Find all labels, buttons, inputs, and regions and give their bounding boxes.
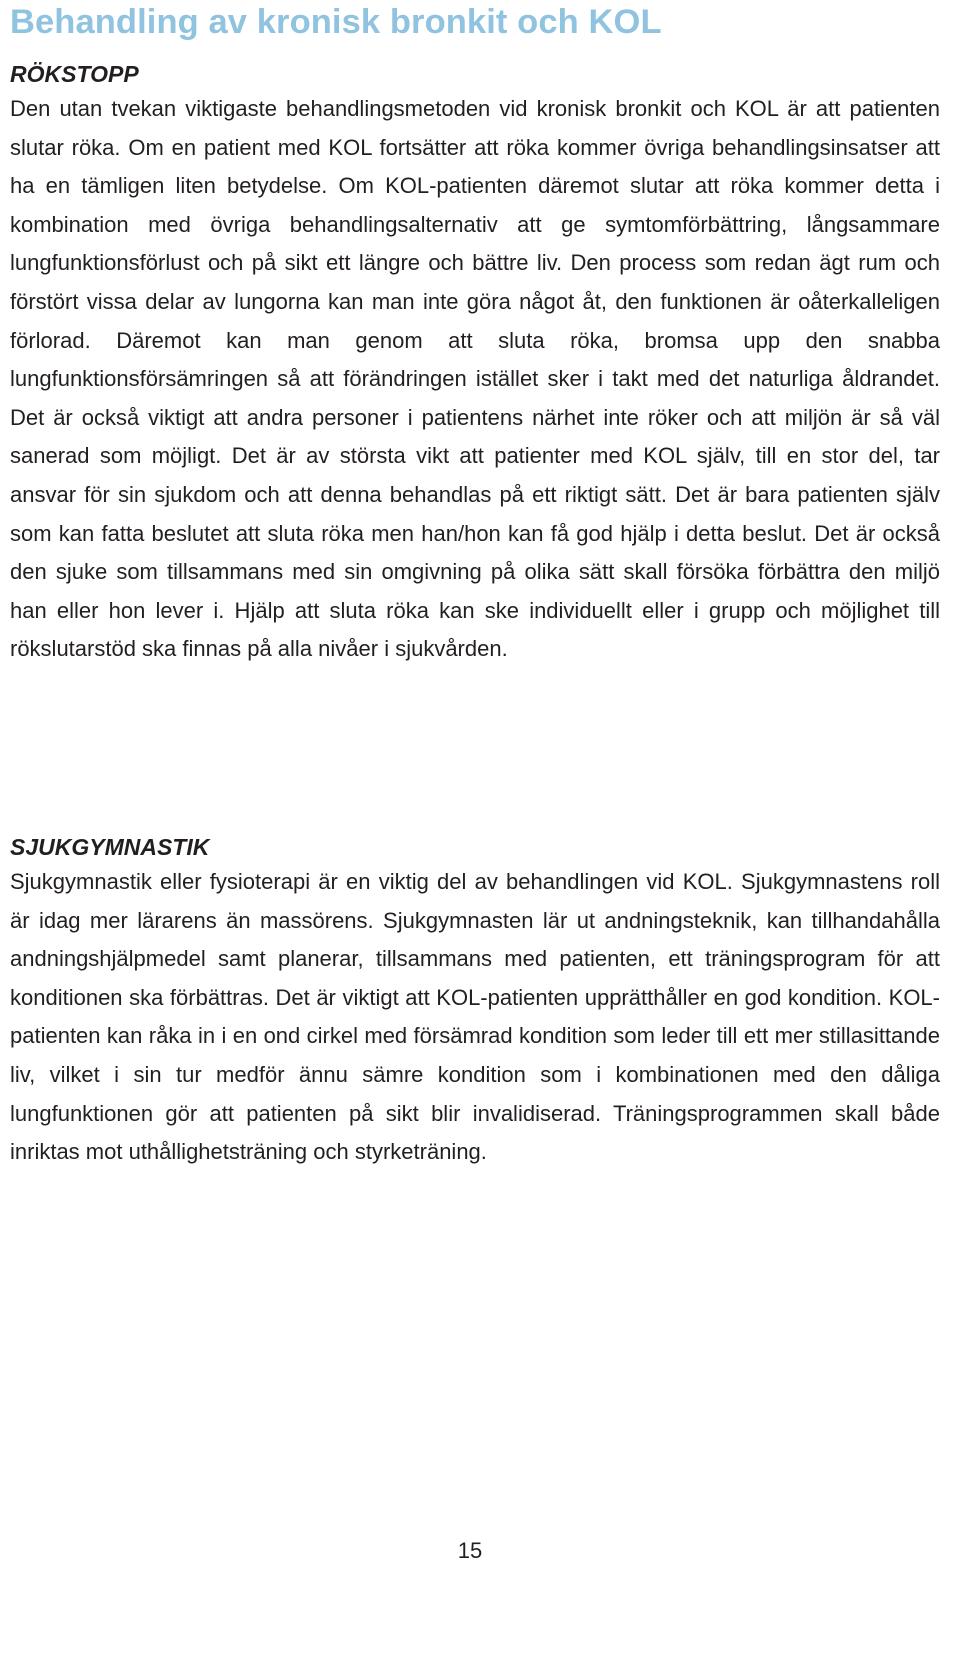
section-body-rokstopp: Den utan tvekan viktigaste behandlingsmetoden vid kronisk bronkit och KOL är att patienten slutar röka. Om en patient med KOL fortsätter att röka kommer övriga behandlingsinsatser att ha en tämligen liten betydelse. Om KOL-patienten däremot slutar att röka kommer detta i kombination med övriga behandlingsalternativ att ge symtomförbättring, långsammare lungfunktionsförlust och på sikt ett längre och bättre liv. Den process som redan ägt rum och förstört vissa delar av lungorna kan man inte göra något åt, den funktionen är oåterkalleligen förlorad. Däremot kan man genom att sluta röka, bromsa upp den snabba lungfunktionsförsämringen så att förändringen istället sker i takt med det naturliga åldrandet. Det är också viktigt att andra personer i patientens närhet inte röker och att miljön är så väl sanerad som möjligt. Det är av största vikt att patienter med KOL själv, till en stor del, tar ansvar för sin sjukdom och att denna behandlas på ett riktigt sätt. Det är bara patienten själv som kan fatta beslutet att sluta röka men han/hon kan få god hjälp i detta beslut. Det är också den sjuke som tillsammans med sin omgivning på olika sätt skall försöka förbättra den miljö han eller hon lever i. Hjälp att sluta röka kan ske individuellt eller i grupp och möjlighet till rökslutarstöd ska finnas på alla nivåer i sjukvården. [10, 96, 940, 662]
section-sjukgymnastik [10, 831, 940, 1172]
page-number: 15 [457, 1538, 483, 1563]
section-heading-rokstopp: RÖKSTOPP [10, 61, 139, 87]
section-heading-sjukgymnastik: SJUKGYMNASTIK [10, 834, 210, 860]
page-title: Behandling av kronisk bronkit och KOL [10, 3, 662, 41]
section-body-sjukgymnastik: Sjukgymnastik eller fysioterapi är en viktig del av behandlingen vid KOL. Sjukgymnastens roll är idag mer lärarens än massörens. Sjukgymnasten lär ut andningsteknik, kan tillhandahålla andningshjälpmedel samt planerar, tillsammans med patienten, ett träningsprogram för att konditionen ska förbättras. Det är viktigt att KOL-patienten upprätthåller en god kondition. KOL-patienten kan råka in i en ond cirkel med försämrad kondition som leder till ett mer stillasittande liv, vilket i sin tur medför ännu sämre kondition som i kombinationen med den dåliga lungfunktionen gör att patienten på sikt blir invalidiserad. Träningsprogrammen skall både inriktas mot uthållighetsträning och styrketräning. [10, 869, 940, 1165]
section-rokstopp [10, 58, 940, 669]
